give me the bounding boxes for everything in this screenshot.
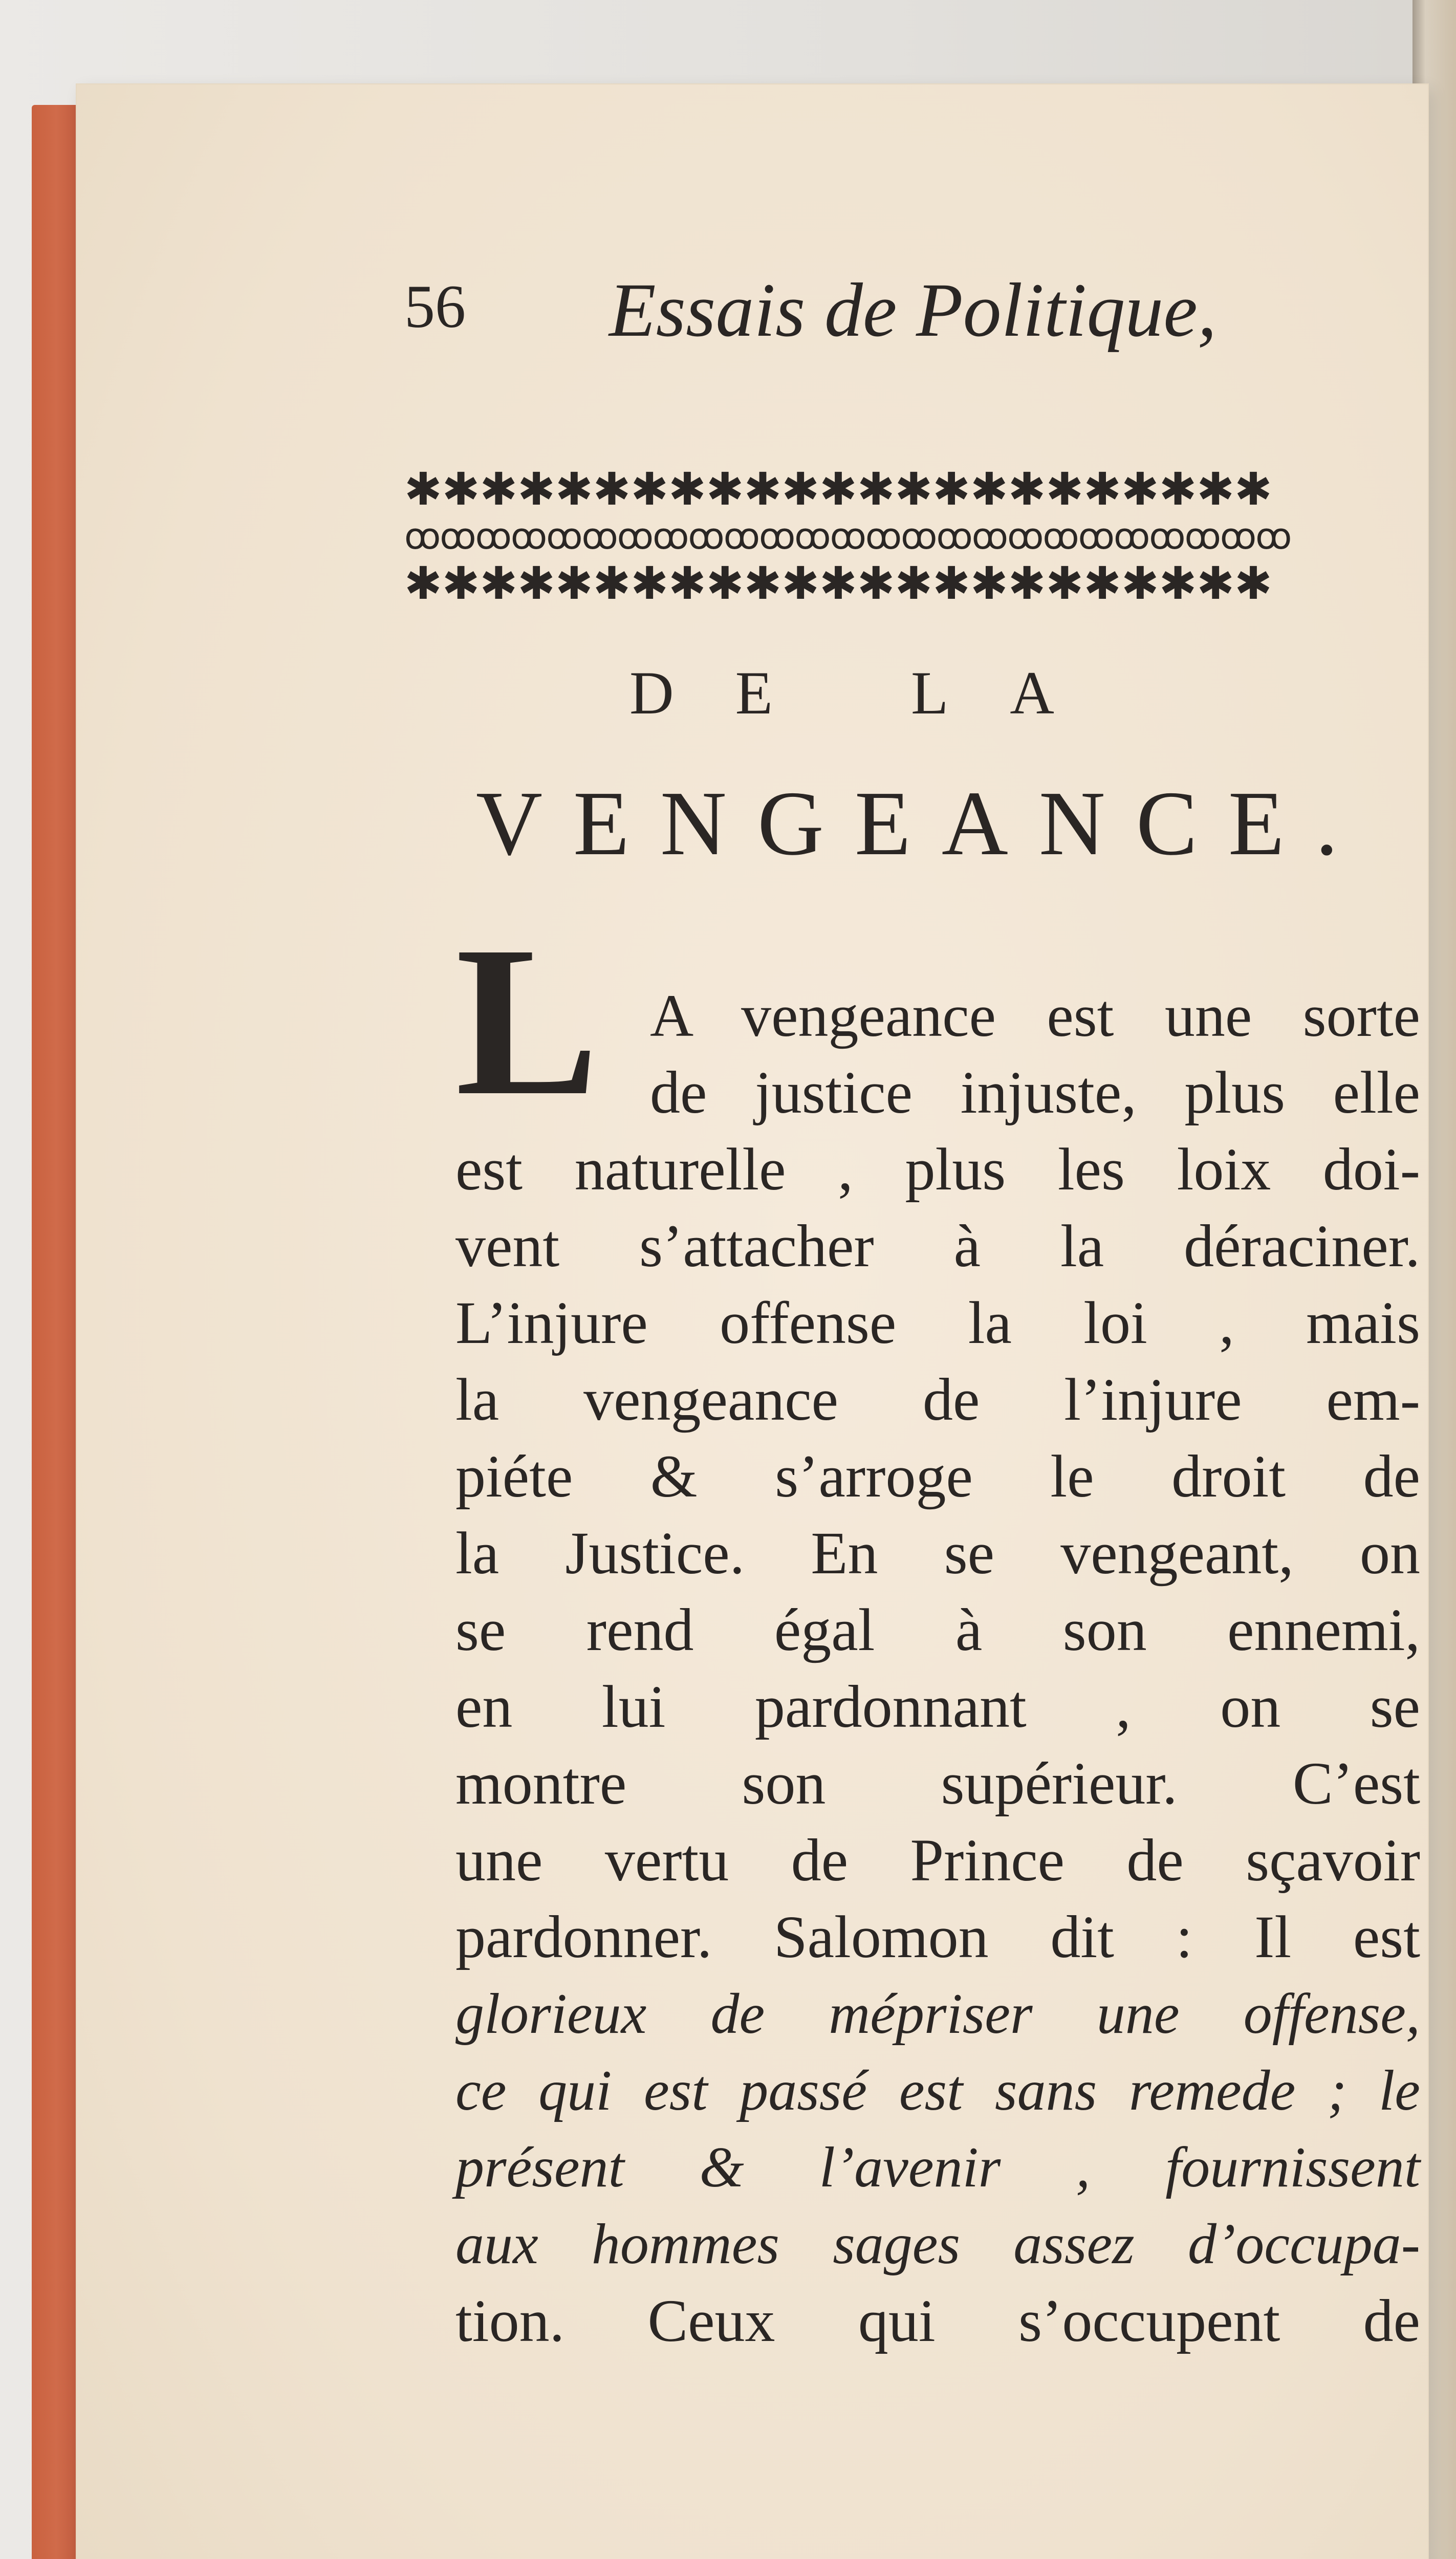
text-line: en lui pardonnant , on se [455, 1673, 1420, 1740]
text-line-italic: aux hommes sages assez d’occupa- [455, 2213, 1420, 2276]
text-line: montre son supérieur. C’est [455, 1750, 1420, 1817]
book-page [77, 84, 1428, 2559]
ornament-row-middle: ꝏꝏꝏꝏꝏꝏꝏꝏꝏꝏꝏꝏꝏꝏꝏꝏꝏꝏꝏꝏꝏꝏꝏꝏꝏ [404, 515, 1291, 557]
text-line: piéte & s’arroge le droit de [455, 1443, 1420, 1510]
text-line: se rend égal à son ennemi, [455, 1596, 1420, 1663]
running-head [404, 266, 1418, 368]
text-line: pardonner. Salomon dit : Il est [455, 1903, 1420, 1970]
chapter-heading-prefix: DE LA [629, 659, 1116, 727]
text-line: la Justice. En se vengeant, on [455, 1520, 1420, 1587]
running-title: Essais de Politique, [609, 268, 1217, 353]
text-line: une vertu de Prince de sçavoir [455, 1827, 1420, 1894]
text-line: L’injure offense la loi , mais [455, 1289, 1420, 1356]
text-line: la vengeance de l’injure em- [455, 1366, 1420, 1433]
drop-cap: L [455, 902, 599, 1140]
text-line-italic: glorieux de mépriser une offense, [455, 1982, 1420, 2046]
text-line: de justice injuste, plus elle [650, 1059, 1420, 1126]
chapter-heading-title: VENGEANCE. [476, 772, 1369, 874]
text-line-italic: ce qui est passé est sans remede ; le [455, 2059, 1420, 2122]
text-line: est naturelle , plus les loix doi- [455, 1136, 1420, 1203]
printers-ornament-band [404, 463, 1428, 610]
text-line: A vengeance est une sorte [650, 982, 1420, 1049]
text-line: tion. Ceux qui s’occupent de [455, 2287, 1420, 2354]
ornament-row-top: ✱✱✱✱✱✱✱✱✱✱✱✱✱✱✱✱✱✱✱✱✱✱✱ [404, 463, 1272, 515]
text-line-italic: présent & l’avenir , fournissent [455, 2136, 1420, 2199]
text-line: vent s’attacher à la déraciner. [455, 1212, 1420, 1280]
page-number: 56 [404, 272, 466, 340]
ornament-row-bottom: ✱✱✱✱✱✱✱✱✱✱✱✱✱✱✱✱✱✱✱✱✱✱✱ [404, 557, 1272, 610]
